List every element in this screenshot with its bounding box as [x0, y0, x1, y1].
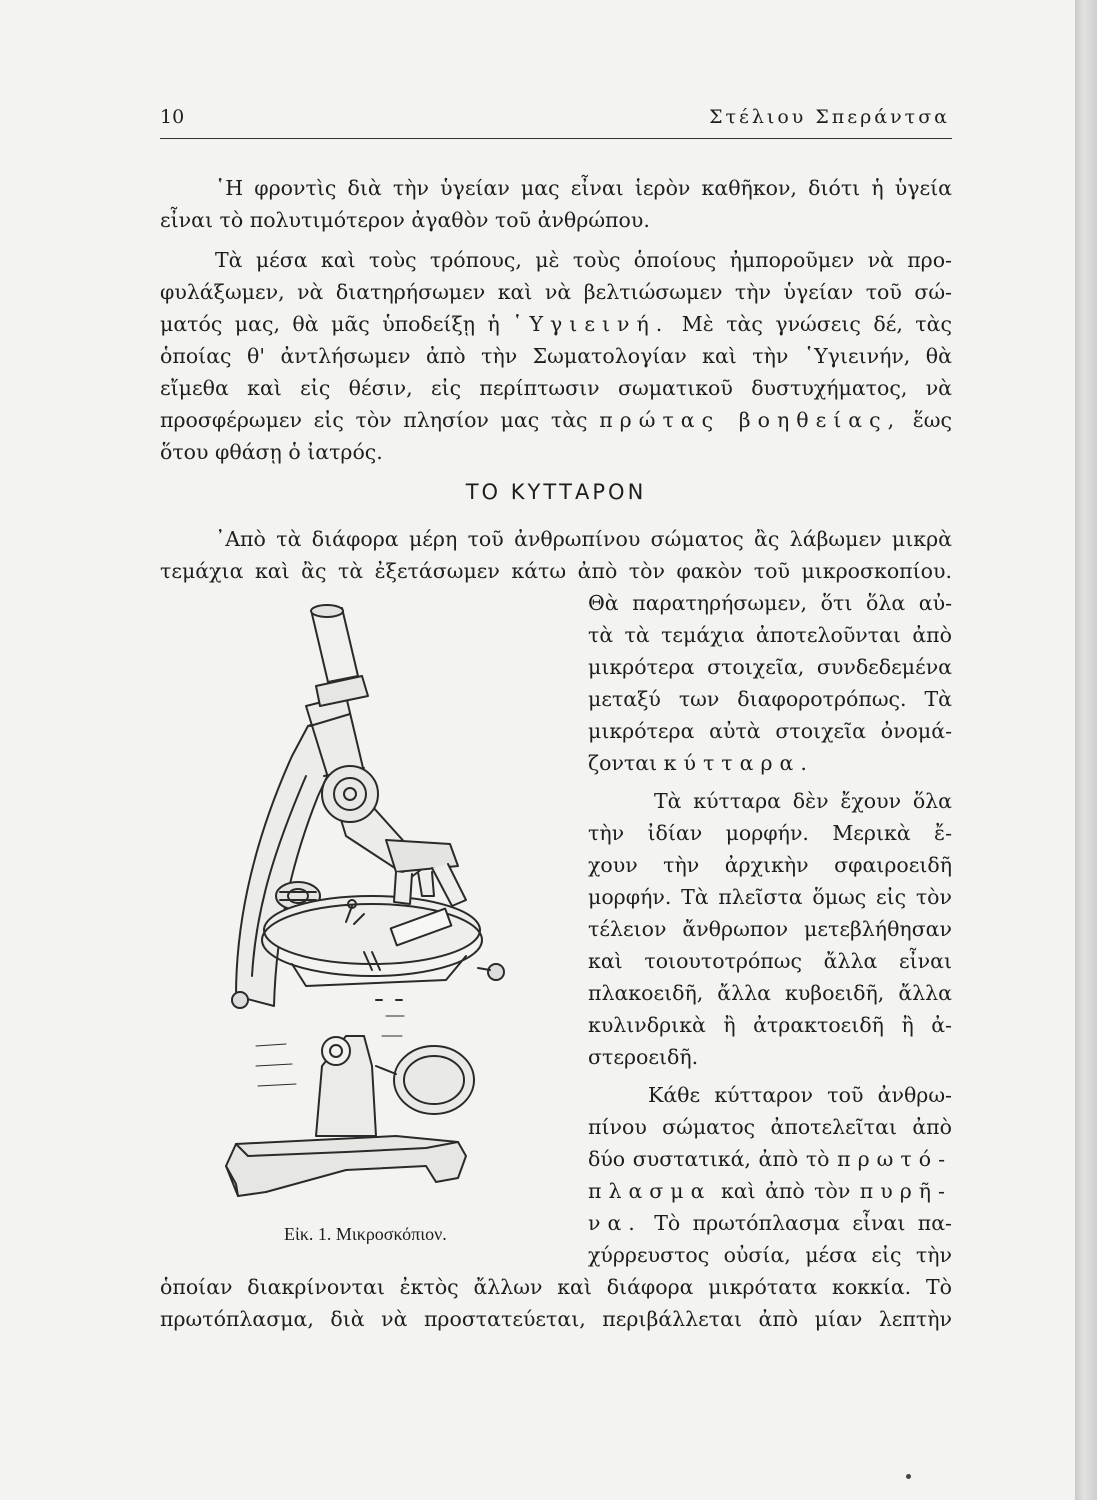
text-line: τὰ τὰ τεμάχια ἀποτελοῦνται ἀπὸ [588, 623, 952, 647]
text-line: χύρρευστος οὐσία, μέσα εἰς τὴν [588, 1243, 952, 1267]
text-line: καὶ τοιουτοτρόπως ἄλλα εἶναι [588, 949, 952, 973]
spaced-term: πρώτας βοηθείας, [599, 408, 902, 432]
text-line [588, 747, 952, 779]
text-fragment: ματός μας, θὰ μᾶς ὑποδείξῃ ἡ [160, 312, 500, 336]
text-line: Θὰ παρατηρήσωμεν, ὅτι ὅλα αὐ- [588, 591, 952, 615]
text-fragment: Τὸ πρωτόπλασμα εἶναι πα- [654, 1211, 952, 1235]
text-line: ῾Η φροντὶς διὰ τὴν ὑγείαν μας εἶναι ἱερὸν καθῆκον, διότι ἡ ὑγεία [215, 176, 952, 200]
text-fragment: καὶ ἀπὸ τὸν [720, 1179, 851, 1203]
text-line [588, 1175, 952, 1207]
text-line: ὅτου φθάσῃ ὁ ἰατρός. [160, 440, 383, 464]
text-line: τὴν ἰδίαν μορφήν. Μερικὰ ἔ- [588, 821, 952, 845]
text-line: εἴμεθα καὶ εἰς θέσιν, εἰς περίπτωσιν σωματικοῦ δυστυχήματος, νὰ [160, 376, 952, 400]
spaced-term: ῾Υγιεινή. [512, 312, 670, 336]
spaced-term: πλασμα [588, 1179, 712, 1203]
text-fragment: δύο συστατικά, ἀπὸ τὸ [588, 1147, 830, 1171]
text-line: χουν τὴν ἀρχικὴν σφαιροειδῆ [588, 853, 952, 877]
figure-microscope [196, 596, 506, 1246]
text-line: μορφήν. Τὰ πλεῖστα ὅμως εἰς τὸν [588, 885, 952, 909]
page-header [160, 104, 952, 139]
section-heading: ΤΟ ΚΥΤΤΑΡΟΝ [465, 480, 647, 504]
text-line: εἶναι τὸ πολυτιμότερον ἀγαθὸν τοῦ ἀνθρώπου. [160, 208, 650, 232]
print-speck [906, 1474, 911, 1479]
text-line: Κάθε κύτταρον τοῦ ἀνθρω- [648, 1083, 952, 1107]
text-line [588, 1207, 952, 1239]
text-line: κυλινδρικὰ ἢ ἀτρακτοειδῆ ἢ ἀ- [588, 1013, 952, 1037]
text-line: ὁποίας θ' ἀντλήσωμεν ἀπὸ τὴν Σωματολογίαν καὶ τὴν ῾Υγιεινήν, θὰ [160, 344, 952, 368]
text-line: στεροειδῆ. [588, 1045, 699, 1069]
text-line [160, 404, 952, 436]
text-line: τεμάχια καὶ ἂς τὰ ἐξετάσωμεν κάτω ἀπὸ τὸν φακὸν τοῦ μικροσκοπίου. [160, 559, 952, 583]
running-head: Στέλιου Σπεράντσα [709, 106, 950, 128]
text-line: μεταξύ των διαφοροτρόπως. Τὰ [588, 687, 952, 711]
text-line: ᾿Απὸ τὰ διάφορα μέρη τοῦ ἀνθρωπίνου σώματος ἂς λάβωμεν μικρὰ [215, 527, 952, 551]
spaced-term: να. [588, 1211, 642, 1235]
page-edge [1075, 0, 1097, 1500]
text-line: πρωτόπλασμα, διὰ νὰ προστατεύεται, περιβάλλεται ἀπὸ μίαν λεπτὴν [160, 1307, 952, 1331]
text-line: πίνου σώματος ἀποτελεῖται ἀπὸ [588, 1115, 952, 1139]
spaced-term: κύτταρα. [663, 751, 814, 775]
text-fragment: ζονται [588, 751, 658, 775]
text-line: ὁποίαν διακρίνονται ἐκτὸς ἄλλων καὶ διάφορα μικρότατα κοκκία. Τὸ [160, 1275, 952, 1299]
text-line [160, 308, 952, 340]
text-fragment: προσφέρωμεν εἰς τὸν πλησίον μας τὰς [160, 408, 588, 432]
text-line: φυλάξωμεν, νὰ διατηρήσωμεν καὶ νὰ βελτιώσωμεν τὴν ὑγείαν τοῦ σώ- [160, 280, 952, 304]
text-line: τέλειον ἄνθρωπον μετεβλήθησαν [588, 917, 952, 941]
spaced-term: πρωτό- [837, 1147, 952, 1171]
text-line: πλακοειδῆ, ἄλλα κυβοειδῆ, ἄλλα [588, 981, 952, 1005]
figure-caption: Εἰκ. 1. Μικροσκόπιον. [284, 1224, 447, 1244]
text-fragment: ἕως [912, 408, 952, 432]
text-line [588, 1143, 952, 1175]
text-fragment: Μὲ τὰς γνώσεις δέ, τὰς [681, 312, 952, 336]
page-number: 10 [160, 106, 185, 128]
text-line: μικρότερα αὐτὰ στοιχεῖα ὀνομά- [588, 719, 952, 743]
text-line: μικρότερα στοιχεῖα, συνδεδεμένα [588, 655, 952, 679]
microscope-illustration [196, 596, 506, 1216]
spaced-term: πυρῆ- [859, 1179, 952, 1203]
text-line: Τὰ κύτταρα δὲν ἔχουν ὅλα [654, 789, 952, 813]
text-line: Τὰ μέσα καὶ τοὺς τρόπους, μὲ τοὺς ὁποίους ἠμποροῦμεν νὰ προ- [215, 248, 952, 272]
